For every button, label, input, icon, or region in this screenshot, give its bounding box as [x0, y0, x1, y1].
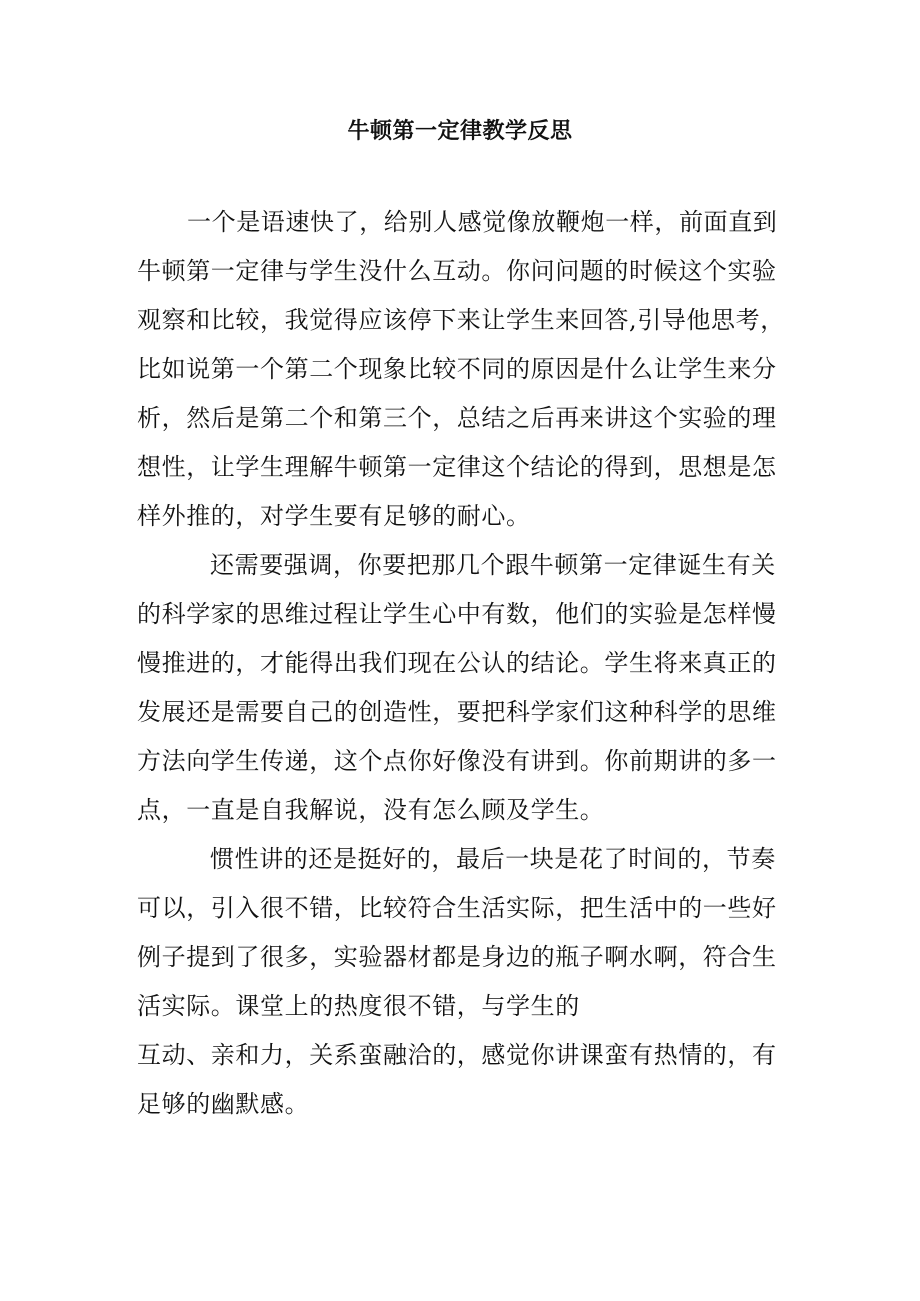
text-line: 互动、亲和力，关系蛮融洽的，感觉你讲课蛮有热情的，有 — [137, 1041, 777, 1069]
text-line: 比如说第一个第二个现象比较不同的原因是什么让学生来分 — [137, 355, 777, 383]
text-line: 例子提到了很多，实验器材都是身边的瓶子啊水啊，符合生 — [137, 943, 777, 971]
text-line: 还需要强调，你要把那几个跟牛顿第一定律诞生有关 — [210, 551, 776, 579]
text-line: 析，然后是第二个和第三个，总结之后再来讲这个实验的理 — [137, 404, 777, 432]
text-line: 发展还是需要自己的创造性，要把科学家们这种科学的思维 — [137, 698, 777, 726]
text-line: 的科学家的思维过程让学生心中有数，他们的实验是怎样慢 — [137, 600, 777, 628]
text-line: 样外推的，对学生要有足够的耐心。 — [137, 502, 531, 530]
text-line: 方法向学生传递，这个点你好像没有讲到。你前期讲的多一 — [137, 747, 777, 775]
text-line: 活实际。课堂上的热度很不错，与学生的 — [137, 992, 580, 1020]
text-line: 点，一直是自我解说，没有怎么顾及学生。 — [137, 796, 605, 824]
text-line: 想性，让学生理解牛顿第一定律这个结论的得到，思想是怎 — [137, 453, 777, 481]
text-line: 足够的幽默感。 — [137, 1090, 310, 1118]
text-line: 一个是语速快了，给别人感觉像放鞭炮一样，前面直到 — [187, 208, 778, 236]
text-line: 慢推进的，才能得出我们现在公认的结论。学生将来真正的 — [137, 649, 777, 677]
text-line: 惯性讲的还是挺好的，最后一块是花了时间的，节奏 — [210, 845, 776, 873]
text-line: 观察和比较，我觉得应该停下来让学生来回答,引导他思考， — [137, 306, 785, 334]
document-title: 牛顿第一定律教学反思 — [347, 118, 573, 144]
text-line: 牛顿第一定律与学生没什么互动。你问问题的时候这个实验 — [137, 257, 777, 285]
text-line: 可以，引入很不错，比较符合生活实际，把生活中的一些好 — [137, 894, 777, 922]
